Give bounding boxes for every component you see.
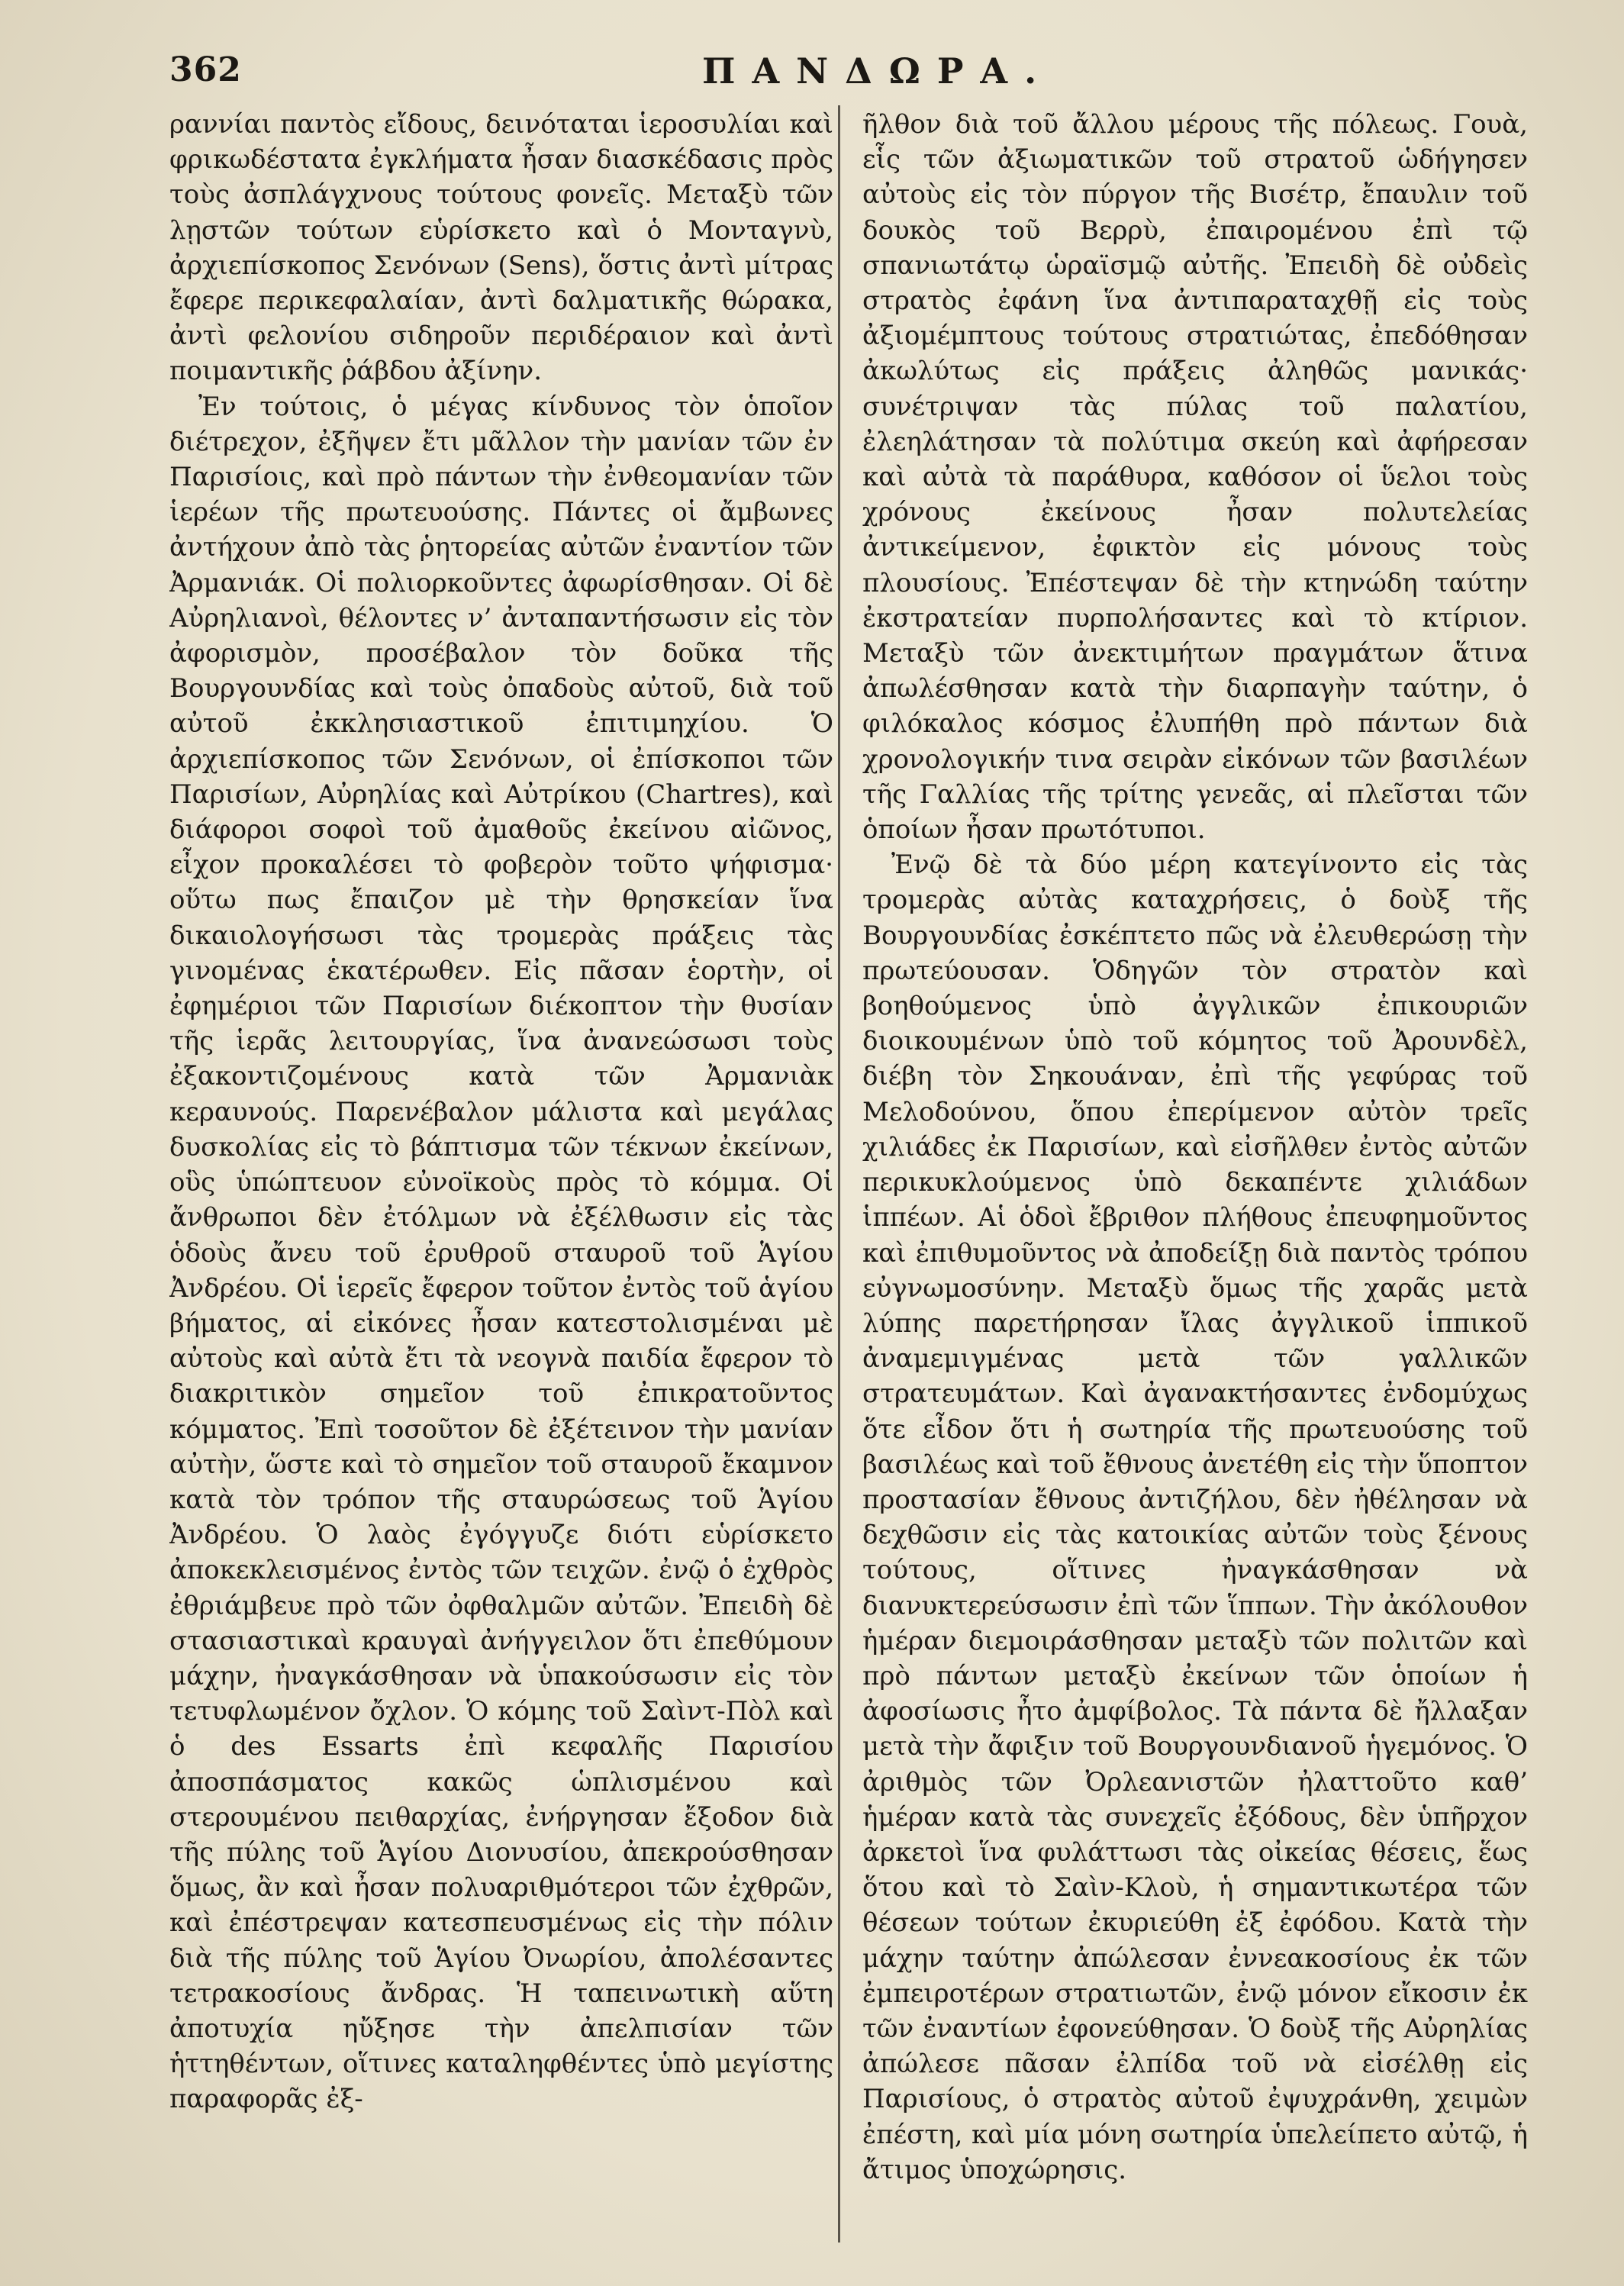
left-paragraph-1: ραννίαι παντὸς εἴδους, δεινόταται ἱεροσυλίαι καὶ φρικωδέστατα ἐγκλήματα ἦσαν διασκέδασις πρὸς τοὺς ἀσπλάγχνους τούτους φονεῖς. Μεταξὺ τῶν λῃστῶν τούτων εὑρίσκετο καὶ ὁ Μονταγνὺ, ἀρχιεπίσκοπος Σενόνων (Sens), ὅστις ἀντὶ μίτρας ἔφερε περικεφαλαίαν, ἀντὶ δαλματικῆς θώρακα, ἀντὶ φελονίου σιδηροῦν περιδέραιον καὶ ἀντὶ ποιμαντικῆς ῥάβδου ἀξίνην. xyxy=(169,109,833,387)
left-paragraph-2: Ἐν τούτοις, ὁ μέγας κίνδυνος τὸν ὁποῖον διέτρεχον, ἐξῆψεν ἔτι μᾶλλον τὴν μανίαν τῶν ἐν Παρισίοις, καὶ πρὸ πάντων τὴν ἐνθεομανίαν τῶν ἱερέων τῆς πρωτευούσης. Πάντες οἱ ἄμβωνες ἀντήχουν ἀπὸ τὰς ῥητορείας αὐτῶν ἐναντίον τῶν Ἀρμανιάκ. Οἱ πολιορκοῦντες ἀφωρίσθησαν. Οἱ δὲ Αὐρηλιανοὶ, θέλοντες ν’ ἀνταπαντήσωσιν εἰς τὸν ἀφορισμὸν, προσέβαλον τὸν δοῦκα τῆς Βουργουνδίας καὶ τοὺς ὀπαδοὺς αὐτοῦ, διὰ τοῦ αὐτοῦ ἐκκλησιαστικοῦ ἐπιτιμηχίου. Ὁ ἀρχιεπίσκοπος τῶν Σενόνων, οἱ ἐπίσκοποι τῶν Παρισίων, Αὐρηλίας καὶ Αὐτρίκου (Chartres), καὶ διάφοροι σοφοὶ τοῦ ἀμαθοῦς ἐκείνου αἰῶνος, εἶχον προκαλέσει τὸ φοβερὸν τοῦτο ψήφισμα· οὕτω πως ἔπαιζον μὲ τὴν θρησκείαν ἵνα δικαιολογήσωσι τὰς τρομερὰς πράξεις τὰς γινομένας ἑκατέρωθεν. Εἰς πᾶσαν ἑορτὴν, οἱ ἐφημέριοι τῶν Παρισίων διέκοπτον τὴν θυσίαν τῆς ἱερᾶς λειτουργίας, ἵνα ἀνανεώσωσι τοὺς ἐξακοντιζομένους κατὰ τῶν Ἀρμανιὰκ κεραυνούς. Παρενέβαλον μάλιστα καὶ μεγάλας δυσκολίας εἰς τὸ βάπτισμα τῶν τέκνων ἐκείνων, οὓς ὑπώπτευον εὐνοϊκοὺς πρὸς τὸ κόμμα. Οἱ ἄνθρωποι δὲν ἐτόλμων νὰ ἐξέλθωσιν εἰς τὰς ὁδοὺς ἄνευ τοῦ ἐρυθροῦ σταυροῦ τοῦ Ἁγίου Ἀνδρέου. Οἱ ἱερεῖς ἔφερον τοῦτον ἐντὸς τοῦ ἁγίου βήματος, αἱ εἰκόνες ἦσαν κατεστολισμέναι μὲ αὐτοὺς καὶ αὐτὰ ἔτι τὰ νεογνὰ παιδία ἔφερον τὸ διακριτικὸν σημεῖον τοῦ ἐπικρατοῦντος κόμματος. Ἐπὶ τοσοῦτον δὲ ἐξέτεινον τὴν μανίαν αὐτὴν, ὥστε καὶ τὸ σημεῖον τοῦ σταυροῦ ἔκαμνον κατὰ τὸν τρόπον τῆς σταυρώσεως τοῦ Ἁγίου Ἀνδρέου. Ὁ λαὸς ἐγόγγυζε διότι εὑρίσκετο ἀποκεκλεισμένος ἐντὸς τῶν τειχῶν. ἐνῷ ὁ ἐχθρὸς ἐθριάμβευε πρὸ τῶν ὀφθαλμῶν αὐτῶν. Ἐπειδὴ δὲ στασιαστικαὶ κραυγαὶ ἀνήγγειλον ὅτι ἐπεθύμουν μάχην, ἠναγκάσθησαν νὰ ὑπακούσωσιν εἰς τὸν τετυφλωμένον ὄχλον. Ὁ κόμης τοῦ Σαὶντ-Πὸλ καὶ ὁ des Essarts ἐπὶ κεφαλῆς Παρισίου ἀποσπάσματος κακῶς ὡπλισμένου καὶ στερουμένου πειθαρχίας, ἐνήργησαν ἔξοδον διὰ τῆς πύλης τοῦ Ἁγίου Διονυσίου, ἀπεκρούσθησαν ὅμως, ἂν καὶ ἦσαν πολυαριθμότεροι τῶν ἐχθρῶν, καὶ ἐπέστρεψαν κατεσπευσμένως εἰς τὴν πόλιν διὰ τῆς πύλης τοῦ Ἁγίου Ὀνωρίου, ἀπολέσαντες τετρακοσίους ἄνδρας. Ἡ ταπεινωτικὴ αὕτη ἀποτυχία ηὔξησε τὴν ἀπελπισίαν τῶν ἡττηθέντων, οἵτινες καταληφθέντες ὑπὸ μεγίστης παραφορᾶς ἐξ- xyxy=(169,391,833,2115)
page-number: 362 xyxy=(169,50,242,89)
right-column xyxy=(862,107,1528,2252)
right-paragraph-1: ῆλθον διὰ τοῦ ἄλλου μέρους τῆς πόλεως. Γουὰ, εἷς τῶν ἀξιωματικῶν τοῦ στρατοῦ ὡδήγησεν αὐτοὺς εἰς τὸν πύργον τῆς Βισέτρ, ἔπαυλιν τοῦ δουκὸς τοῦ Βερρὺ, ἐπαιρομένου ἐπὶ τῷ σπανιωτάτῳ ὡραϊσμῷ αὐτῆς. Ἐπειδὴ δὲ οὐδεὶς στρατὸς ἐφάνη ἵνα ἀντιπαραταχθῇ εἰς τοὺς ἀξιομέμπτους τούτους στρατιώτας, ἐπεδόθησαν ἀκωλύτως εἰς πράξεις ἀληθῶς μανικάς· συνέτριψαν τὰς πύλας τοῦ παλατίου, ἐλεηλάτησαν τὰ πολύτιμα σκεύη καὶ ἀφήρεσαν καὶ αὐτὰ τὰ παράθυρα, καθόσον οἱ ὕελοι τοὺς χρόνους ἐκείνους ἦσαν πολυτελείας ἀντικείμενον, ἐφικτὸν εἰς μόνους τοὺς πλουσίους. Ἐπέστεψαν δὲ τὴν κτηνώδη ταύτην ἐκστρατείαν πυρπολήσαντες καὶ τὸ κτίριον. Μεταξὺ τῶν ἀνεκτιμήτων πραγμάτων ἅτινα ἀπωλέσθησαν κατὰ τὴν διαρπαγὴν ταύτην, ὁ φιλόκαλος κόσμος ἐλυπήθη πρὸ πάντων διὰ χρονολογικήν τινα σειρὰν εἰκόνων τῶν βασιλέων τῆς Γαλλίας τῆς τρίτης γενεᾶς, αἱ πλεῖσται τῶν ὁποίων ἦσαν πρωτότυποι. xyxy=(862,109,1528,846)
left-column xyxy=(169,107,833,2252)
right-paragraph-2: Ἐνῷ δὲ τὰ δύο μέρη κατεγίνοντο εἰς τὰς τρομερὰς αὐτὰς καταχρήσεις, ὁ δοὺξ τῆς Βουργουνδίας ἐσκέπτετο πῶς νὰ ἐλευθερώσῃ τὴν πρωτεύουσαν. Ὁδηγῶν τὸν στρατὸν καὶ βοηθούμενος ὑπὸ ἀγγλικῶν ἐπικουριῶν διοικουμένων ὑπὸ τοῦ κόμητος τοῦ Ἀρουνδὲλ, διέβη τὸν Σηκουάναν, ἐπὶ τῆς γεφύρας τοῦ Μελοδούνου, ὅπου ἐπερίμενον αὐτὸν τρεῖς χιλιάδες ἐκ Παρισίων, καὶ εἰσῆλθεν ἐντὸς αὐτῶν περικυκλούμενος ὑπὸ δεκαπέντε χιλιάδων ἱππέων. Αἱ ὁδοὶ ἔβριθον πλήθους ἐπευφημοῦντος καὶ ἐπιθυμοῦντος νὰ ἀποδείξῃ διὰ παντὸς τρόπου εὐγνωμοσύνην. Μεταξὺ ὅμως τῆς χαρᾶς μετὰ λύπης παρετήρησαν ἴλας ἀγγλικοῦ ἱππικοῦ ἀναμεμιγμένας μετὰ τῶν γαλλικῶν στρατευμάτων. Καὶ ἀγανακτήσαντες ἐνδομύχως ὅτε εἶδον ὅτι ἡ σωτηρία τῆς πρωτευούσης τοῦ βασιλέως καὶ τοῦ ἔθνους ἀνετέθη εἰς τὴν ὕποπτον προστασίαν ἔθνους ἀντιζήλου, δὲν ἠθέλησαν νὰ δεχθῶσιν εἰς τὰς κατοικίας αὐτῶν τοὺς ξένους τούτους, οἵτινες ἠναγκάσθησαν νὰ διανυκτερεύσωσιν ἐπὶ τῶν ἵππων. Τὴν ἀκόλουθον ἡμέραν διεμοιράσθησαν μεταξὺ τῶν πολιτῶν καὶ πρὸ πάντων μεταξὺ ἐκείνων τῶν ὁποίων ἡ ἀφοσίωσις ἦτο ἀμφίβολος. Τὰ πάντα δὲ ἤλλαξαν μετὰ τὴν ἄφιξιν τοῦ Βουργουνδιανοῦ ἡγεμόνος. Ὁ ἀριθμὸς τῶν Ὀρλεανιστῶν ἠλαττοῦτο καθ’ ἡμέραν κατὰ τὰς συνεχεῖς ἐξόδους, δὲν ὑπῆρχον ἀρκετοὶ ἵνα φυλάττωσι τὰς οἰκείας θέσεις, ἕως ὅτου καὶ τὸ Σαὶν-Κλοὺ, ἡ σημαντικωτέρα τῶν θέσεων τούτων ἐκυριεύθη ἐξ ἐφόδου. Κατὰ τὴν μάχην ταύτην ἀπώλεσαν ἐννεακοσίους ἐκ τῶν ἐμπειροτέρων στρατιωτῶν, ἐνῷ μόνον εἴκοσιν ἐκ τῶν ἐναντίων ἐφονεύθησαν. Ὁ δοὺξ τῆς Αὐρηλίας ἀπώλεσε πᾶσαν ἐλπίδα τοῦ νὰ εἰσέλθῃ εἰς Παρισίους, ὁ στρατὸς αὐτοῦ ἐψυχράνθη, χειμὼν ἐπέστη, καὶ μία μόνη σωτηρία ὑπελείπετο αὐτῷ, ἡ ἄτιμος ὑποχώρησις. xyxy=(862,850,1528,2185)
running-title: ΠΑΝΔΩΡΑ. xyxy=(702,50,1054,92)
column-divider xyxy=(838,105,840,2242)
